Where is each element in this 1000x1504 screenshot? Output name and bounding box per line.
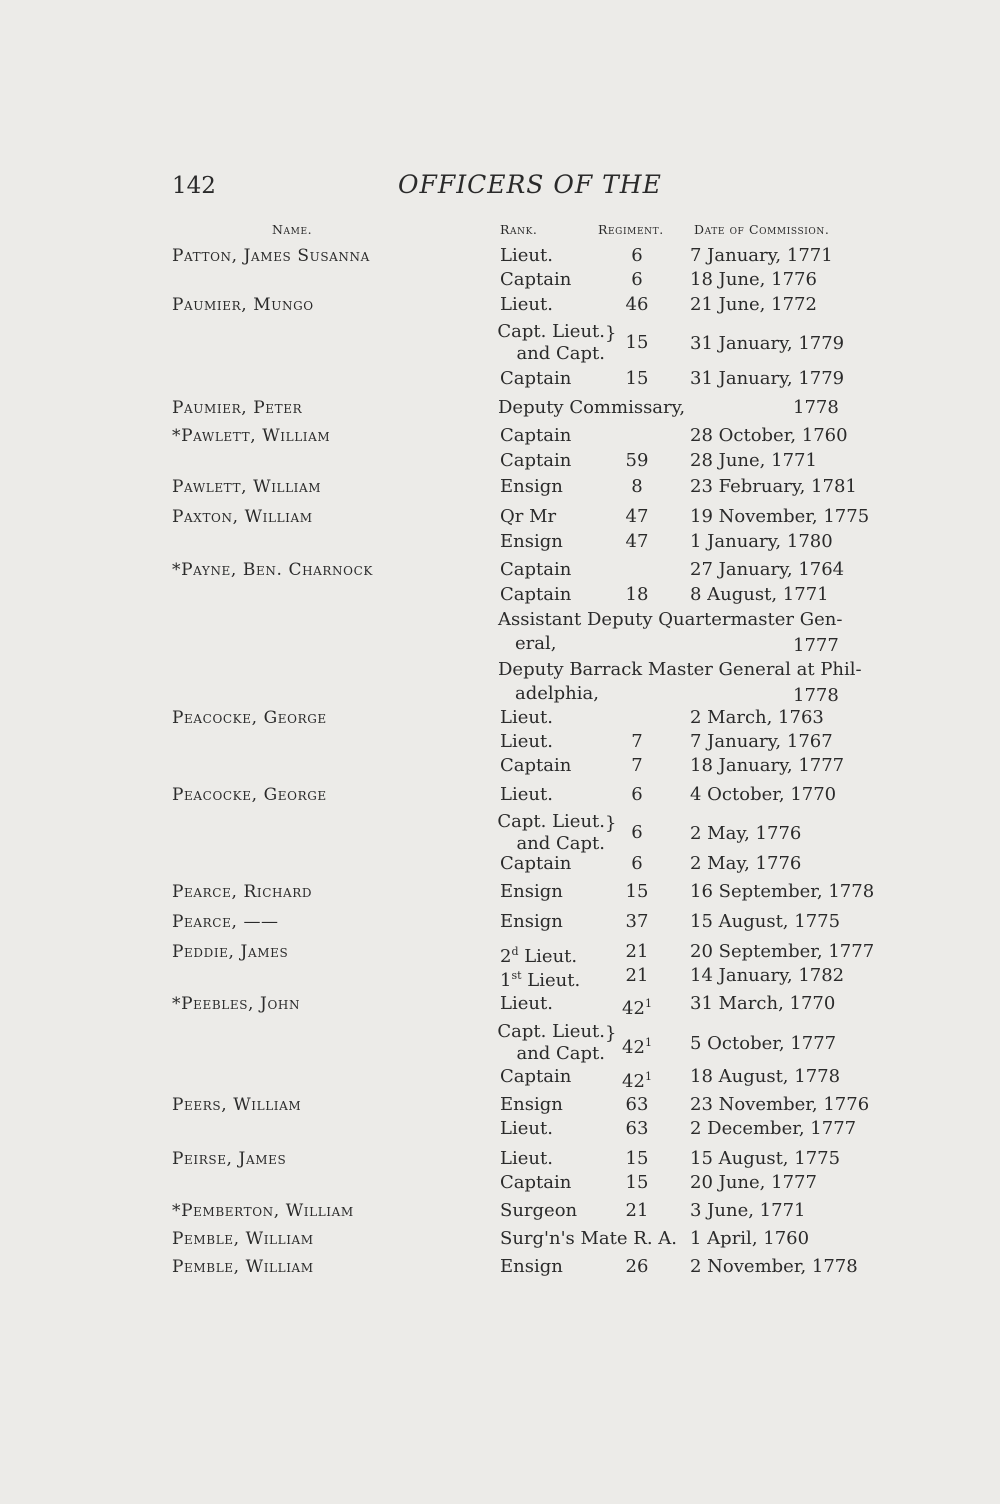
table-row bbox=[0, 1228, 1000, 1254]
table-row bbox=[0, 784, 1000, 810]
regiment-value: 21 bbox=[625, 941, 649, 962]
commission-date: 18 January, 1777 bbox=[690, 755, 845, 776]
commission-date: 14 January, 1782 bbox=[690, 965, 845, 986]
commission-date: 19 November, 1775 bbox=[690, 506, 870, 527]
table-row bbox=[0, 1094, 1000, 1120]
brace-glyph: } bbox=[605, 1023, 617, 1044]
rank-value: Lieut. bbox=[500, 993, 553, 1014]
table-row bbox=[0, 659, 1000, 709]
table-row bbox=[0, 1066, 1000, 1092]
regiment-value: 15 bbox=[625, 368, 649, 389]
regiment-value: 37 bbox=[625, 911, 649, 932]
rank-value: Lieut. bbox=[500, 294, 553, 315]
commission-date: 15 August, 1775 bbox=[690, 911, 841, 932]
rank-value: Captain bbox=[500, 1172, 572, 1193]
table-row bbox=[0, 506, 1000, 532]
commission-date: 2 March, 1763 bbox=[690, 707, 824, 728]
rank-value: Ensign bbox=[500, 531, 563, 552]
table-row bbox=[0, 1021, 1000, 1071]
regiment-value: 7 bbox=[631, 731, 643, 752]
column-header-name: Name. bbox=[272, 222, 313, 237]
rank-line-1: Assistant Deputy Quartermaster Gen- bbox=[498, 609, 843, 630]
regiment-value: 7 bbox=[631, 755, 643, 776]
regiment-value: 47 bbox=[625, 531, 649, 552]
regiment-value: 15 bbox=[625, 332, 649, 353]
commission-date: 28 October, 1760 bbox=[690, 425, 848, 446]
regiment-value: 15 bbox=[625, 881, 649, 902]
regiment-value: $42^1$ bbox=[622, 997, 652, 1019]
table-row bbox=[0, 450, 1000, 476]
table-row bbox=[0, 294, 1000, 320]
rank-value: Surg'n's Mate R. A. bbox=[500, 1228, 677, 1249]
commission-date: 2 December, 1777 bbox=[690, 1118, 857, 1139]
regiment-value: 15 bbox=[625, 1172, 649, 1193]
regiment-value: 46 bbox=[625, 294, 649, 315]
table-row bbox=[0, 397, 1000, 423]
commission-date: 1778 bbox=[793, 685, 839, 706]
rank-value: Lieut. bbox=[500, 784, 553, 805]
commission-date: 1 January, 1780 bbox=[690, 531, 833, 552]
table-row bbox=[0, 993, 1000, 1019]
commission-date: 8 August, 1771 bbox=[690, 584, 829, 605]
rank-value: 1st Lieut. bbox=[500, 969, 581, 991]
officer-name: Paxton, William bbox=[172, 507, 313, 527]
rank-value: Qr Mr bbox=[500, 506, 557, 527]
rank-value: Captain bbox=[500, 1066, 572, 1087]
table-row bbox=[0, 368, 1000, 394]
brace-glyph: } bbox=[605, 323, 617, 344]
rank-value: Captain bbox=[500, 853, 572, 874]
officer-name: *Pawlett, William bbox=[172, 426, 331, 446]
officer-name: Peddie, James bbox=[172, 942, 289, 962]
officer-name: *Pemberton, William bbox=[172, 1201, 354, 1221]
rank-value: Lieut. bbox=[500, 1148, 553, 1169]
officer-name: *Peebles, John bbox=[172, 994, 301, 1014]
commission-date: 2 May, 1776 bbox=[690, 823, 802, 844]
table-row bbox=[0, 707, 1000, 733]
rank-value: Captain bbox=[500, 269, 572, 290]
rank-stack bbox=[497, 321, 605, 365]
regiment-value: 18 bbox=[625, 584, 649, 605]
regiment-value: 47 bbox=[625, 506, 649, 527]
commission-date: 2 November, 1778 bbox=[690, 1256, 858, 1277]
regiment-value: 59 bbox=[625, 450, 649, 471]
commission-date: 7 January, 1767 bbox=[690, 731, 833, 752]
officer-name: Peers, William bbox=[172, 1095, 302, 1115]
officer-name: Pawlett, William bbox=[172, 477, 322, 497]
regiment-value: 63 bbox=[625, 1118, 649, 1139]
officer-name: Pearce, —— bbox=[172, 912, 279, 932]
table-row bbox=[0, 559, 1000, 585]
rank-line-2: and Capt. bbox=[516, 833, 605, 854]
rank-value: Captain bbox=[500, 450, 572, 471]
column-header-rank: Rank. bbox=[500, 222, 538, 237]
regiment-value: 6 bbox=[631, 822, 643, 843]
officer-name: Paumier, Mungo bbox=[172, 295, 314, 315]
table-row bbox=[0, 609, 1000, 659]
rank-line-1: Capt. Lieut. bbox=[497, 811, 605, 832]
commission-date: 3 June, 1771 bbox=[690, 1200, 806, 1221]
commission-date: 2 May, 1776 bbox=[690, 853, 802, 874]
officer-name: Peacocke, George bbox=[172, 785, 327, 805]
rank-value: Captain bbox=[500, 368, 572, 389]
commission-date: 18 June, 1776 bbox=[690, 269, 817, 290]
commission-date: 31 January, 1779 bbox=[690, 368, 845, 389]
regiment-value: 21 bbox=[625, 965, 649, 986]
officer-name: Paumier, Peter bbox=[172, 398, 303, 418]
commission-date: 23 November, 1776 bbox=[690, 1094, 870, 1115]
officer-name: Pemble, William bbox=[172, 1229, 314, 1249]
table-row bbox=[0, 911, 1000, 937]
rank-value: Ensign bbox=[500, 476, 563, 497]
column-header-regiment: Regiment. bbox=[598, 222, 664, 237]
rank-value: Ensign bbox=[500, 881, 563, 902]
commission-date: 16 September, 1778 bbox=[690, 881, 875, 902]
regiment-value: 21 bbox=[625, 1200, 649, 1221]
rank-line-2: adelphia, bbox=[515, 683, 599, 704]
table-row bbox=[0, 245, 1000, 271]
commission-date: 5 October, 1777 bbox=[690, 1033, 837, 1054]
regiment-value: 15 bbox=[625, 1148, 649, 1169]
commission-date: 7 January, 1771 bbox=[690, 245, 833, 266]
commission-date: 1 April, 1760 bbox=[690, 1228, 810, 1249]
commission-date: 20 June, 1777 bbox=[690, 1172, 817, 1193]
commission-date: 21 June, 1772 bbox=[690, 294, 817, 315]
regiment-value: 8 bbox=[631, 476, 643, 497]
rank-line-2: and Capt. bbox=[516, 343, 605, 364]
officer-name: Patton, James Susanna bbox=[172, 246, 370, 266]
regiment-value: 6 bbox=[631, 269, 643, 290]
regiment-value: 6 bbox=[631, 784, 643, 805]
rank-value: Lieut. bbox=[500, 707, 553, 728]
officer-name: Peirse, James bbox=[172, 1149, 287, 1169]
rank-line-1: Capt. Lieut. bbox=[497, 1021, 605, 1042]
commission-date: 15 August, 1775 bbox=[690, 1148, 841, 1169]
rank-value: Lieut. bbox=[500, 1118, 553, 1139]
commission-date: 20 September, 1777 bbox=[690, 941, 875, 962]
rank-line-1: Capt. Lieut. bbox=[497, 321, 605, 342]
commission-date: 31 January, 1779 bbox=[690, 333, 845, 354]
rank-line-2: and Capt. bbox=[516, 1043, 605, 1064]
table-row bbox=[0, 321, 1000, 371]
rank-value: Ensign bbox=[500, 911, 563, 932]
table-row bbox=[0, 1200, 1000, 1226]
rank-value: Ensign bbox=[500, 1256, 563, 1277]
table-row bbox=[0, 1118, 1000, 1144]
rank-line-1: Deputy Barrack Master General at Phil- bbox=[498, 659, 862, 680]
table-row bbox=[0, 1172, 1000, 1198]
rank-value: Captain bbox=[500, 425, 572, 446]
rank-value: Deputy Commissary, bbox=[498, 397, 686, 418]
commission-date: 4 October, 1770 bbox=[690, 784, 837, 805]
regiment-value: 26 bbox=[625, 1256, 649, 1277]
rank-line-2: eral, bbox=[515, 633, 557, 654]
table-row bbox=[0, 584, 1000, 610]
table-row bbox=[0, 531, 1000, 557]
page-number: 142 bbox=[172, 173, 216, 199]
table-row bbox=[0, 881, 1000, 907]
table-row bbox=[0, 425, 1000, 451]
commission-date: 27 January, 1764 bbox=[690, 559, 845, 580]
table-row bbox=[0, 853, 1000, 879]
table-row bbox=[0, 755, 1000, 781]
rank-stack bbox=[497, 1021, 605, 1065]
table-row bbox=[0, 476, 1000, 502]
regiment-value: $42^1$ bbox=[622, 1036, 652, 1058]
running-head: OFFICERS OF THE bbox=[398, 170, 662, 199]
rank-value: Lieut. bbox=[500, 245, 553, 266]
table-row bbox=[0, 731, 1000, 757]
commission-date: 18 August, 1778 bbox=[690, 1066, 841, 1087]
rank-stack bbox=[497, 811, 605, 855]
rank-value: Captain bbox=[500, 584, 572, 605]
regiment-value: 63 bbox=[625, 1094, 649, 1115]
rank-value: Ensign bbox=[500, 1094, 563, 1115]
table-row bbox=[0, 1148, 1000, 1174]
officer-name: Pearce, Richard bbox=[172, 882, 313, 902]
rank-value: 2$^d$ Lieut. bbox=[500, 945, 578, 967]
regiment-value: 6 bbox=[631, 853, 643, 874]
column-header-date: Date of Commission. bbox=[694, 222, 830, 237]
brace-glyph: } bbox=[605, 813, 617, 834]
rank-value: Lieut. bbox=[500, 731, 553, 752]
commission-date: 1778 bbox=[793, 397, 839, 418]
regiment-value: 6 bbox=[631, 245, 643, 266]
commission-date: 31 March, 1770 bbox=[690, 993, 836, 1014]
rank-value: Captain bbox=[500, 755, 572, 776]
rank-value: Captain bbox=[500, 559, 572, 580]
officer-name: Peacocke, George bbox=[172, 708, 327, 728]
table-row bbox=[0, 269, 1000, 295]
commission-date: 1777 bbox=[793, 635, 839, 656]
table-row bbox=[0, 941, 1000, 967]
officer-name: Pemble, William bbox=[172, 1257, 314, 1277]
officer-name: *Payne, Ben. Charnock bbox=[172, 560, 373, 580]
commission-date: 23 February, 1781 bbox=[690, 476, 857, 497]
commission-date: 28 June, 1771 bbox=[690, 450, 817, 471]
regiment-value: $42^1$ bbox=[622, 1070, 652, 1092]
table-row bbox=[0, 1256, 1000, 1282]
table-row bbox=[0, 965, 1000, 991]
rank-value: Surgeon bbox=[500, 1200, 578, 1221]
